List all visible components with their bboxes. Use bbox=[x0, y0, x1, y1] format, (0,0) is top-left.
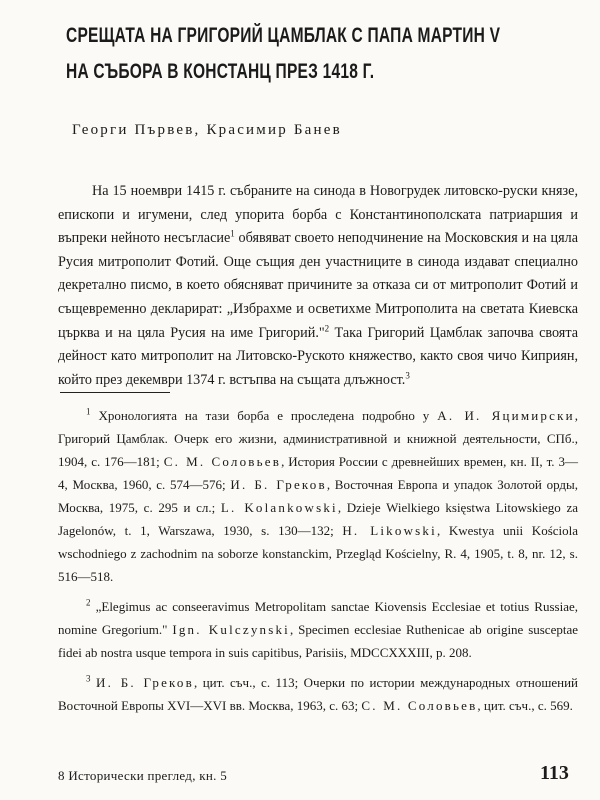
footnote-ref-3: 3 bbox=[405, 370, 410, 381]
cited-author: С. М. Соловьев bbox=[361, 698, 478, 713]
footnote-mark: 1 bbox=[86, 406, 91, 417]
cited-author: А. И. Яцимирски bbox=[437, 408, 575, 423]
footnote-mark: 2 bbox=[86, 597, 91, 608]
body-text-c: Така Григорий Цамблак започва своята дейност като митрополит на Литовско-Руското княжество, както своя чичо Киприян, който през декември 1374 г. встъпва на същата длъжност. bbox=[58, 324, 578, 388]
body-text-b: обявяват своето неподчинение на Московския и на цяла Русия митрополит Фотий. Още същия ден участниците в синода издават специално декретално писмо, в което обясняват причините за отказа си от митрополит Фотий и същевременно декларират: „Избрахме и осветихме Митрополита на светата Киевска църква и на цяла Русия на име Григорий." bbox=[58, 230, 578, 341]
title-line-2: НА СЪБОРА В КОНСТАНЦ ПРЕЗ 1418 Г. bbox=[66, 60, 375, 83]
article-authors: Георги Първев, Красимир Банев bbox=[72, 122, 342, 138]
footnote-mark: 3 bbox=[86, 673, 91, 684]
page-number: 113 bbox=[540, 762, 569, 784]
footnote-text: , Григорий Цамблак. Очерк его жизни, административной и книжной деятельности, СПб., 1904, с. 176—181; bbox=[58, 408, 578, 469]
footnote-text: , цит. съч., с. 569. bbox=[477, 698, 573, 713]
footnote-text: , Kwestya unii Kościola wschodniego z zachodnim na soborze konstanckim, Przegląd Kościelny, R. 4, 1905, t. 8, nr. 12, s. 516—518. bbox=[58, 523, 579, 584]
cited-author: И. Б. Греков bbox=[230, 477, 327, 492]
footnote-ref-2: 2 bbox=[324, 322, 330, 333]
cited-author: Ign. Kulczynski bbox=[172, 622, 290, 637]
footnotes bbox=[58, 404, 578, 717]
body-paragraph bbox=[58, 180, 578, 392]
footnote-text: , Dzieje Wielkiego księstwa Litowskiego za Jagelonów, t. 1, Warszawa, 1930, s. 130—132; bbox=[58, 500, 578, 538]
cited-author: С. М. Соловьев bbox=[163, 454, 282, 469]
footnote-text: , Восточная Европа и упадок Золотой орды, Москва, 1975, с. 295 и сл.; bbox=[58, 477, 579, 515]
footnote-text: Хронологията на тази борба е проследена подробно у bbox=[90, 408, 438, 423]
footnote-3 bbox=[58, 671, 578, 717]
footnote-2 bbox=[58, 595, 578, 664]
footnote-text: , Specimen ecclesiae Ruthenicae ab origine susceptae fidei ab nostra usque tempora in suis capitibus, Parisiis, MDCCXXXIII, p. 208. bbox=[58, 622, 579, 660]
article-title bbox=[66, 18, 501, 90]
body-text-a: На 15 ноември 1415 г. събраните на синода в Новогрудек литовско-руски князе, епископи и игумени, след упорита борба с Константинополската патриаршия и въпреки нейното несъгласие bbox=[58, 183, 578, 247]
footnote-1 bbox=[58, 404, 578, 588]
footnote-text: , История России с древнейших времен, кн. II, т. 3—4, Москва, 1960, с. 574—576; bbox=[58, 454, 578, 492]
running-footer: 8 Исторически преглед, кн. 5 bbox=[58, 768, 228, 783]
cited-author: H. Likowski bbox=[342, 523, 437, 538]
title-line-1: СРЕЩАТА НА ГРИГОРИЙ ЦАМБЛАК С ПАПА МАРТИН V bbox=[66, 24, 501, 47]
footnote-ref-1: 1 bbox=[230, 228, 235, 239]
cited-author: L. Kolankowski bbox=[220, 500, 338, 515]
cited-author: И. Б. Греков bbox=[95, 675, 194, 690]
footnote-text: „Elegimus ac conseeravimus Metropolitam sanctae Kiovensis Ecclesiae et totius Russiae, nomine Gregorium." bbox=[58, 599, 578, 637]
footnote-separator bbox=[60, 392, 170, 393]
footnote-text: , цит. съч., с. 113; Очерки по истории международных отношений Восточной Европы XVI—XVI вв. Москва, 1963, с. 63; bbox=[58, 675, 579, 713]
